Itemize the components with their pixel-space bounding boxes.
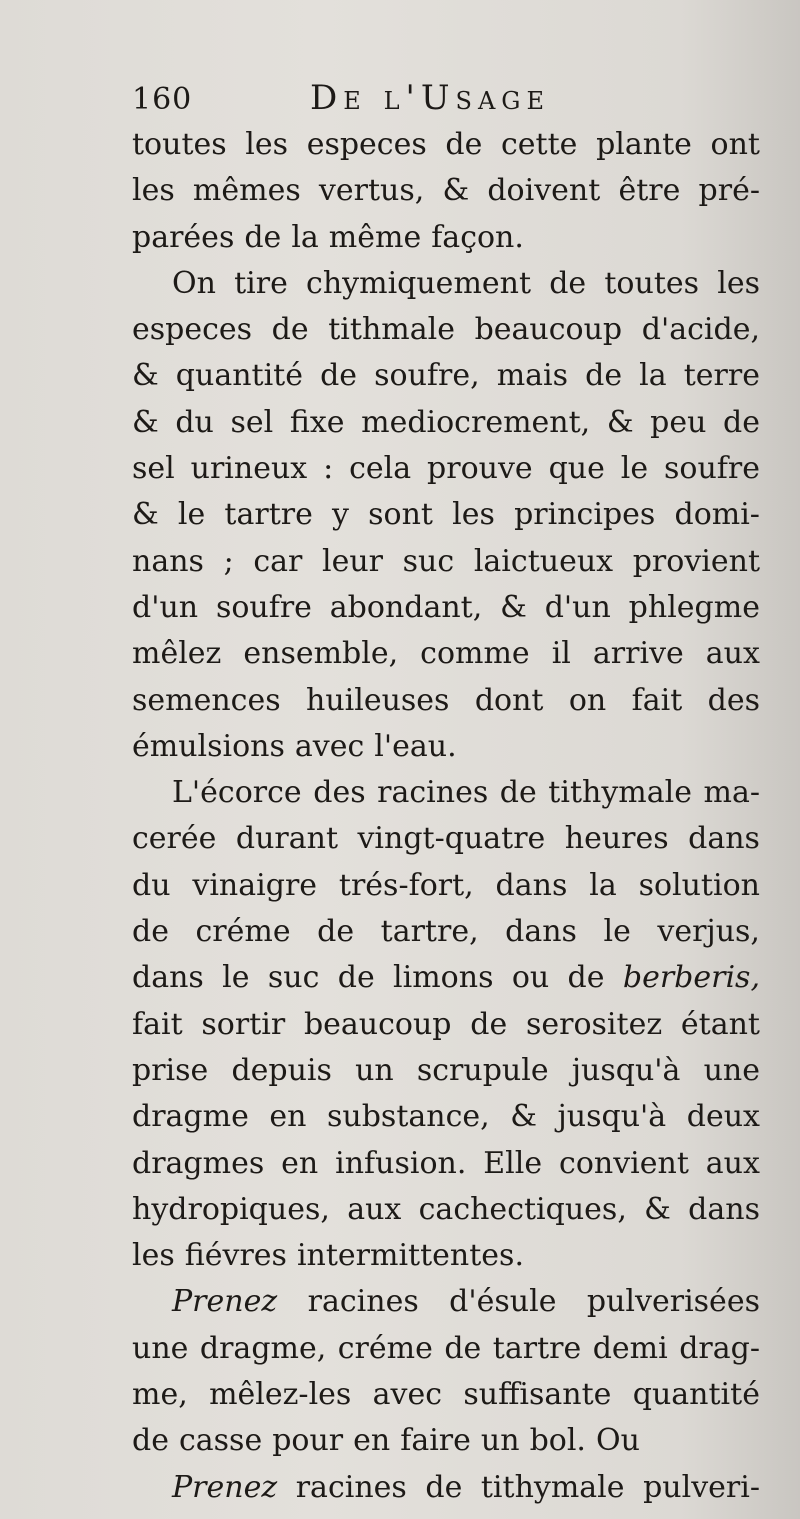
word: me, [132,1377,188,1413]
word: le [603,914,631,950]
word: soufre [664,451,760,487]
word: mêlez [132,636,222,672]
text-line [132,585,760,631]
word: dont [474,682,544,718]
word: tartre [224,497,313,533]
word: pré- [698,173,760,209]
word: huileuses [306,682,450,718]
word: racines [307,1284,419,1320]
word: sel [230,404,274,440]
word: la [291,219,319,255]
word: aux [347,1191,402,1227]
body-text [132,122,760,1511]
word: les [452,497,495,533]
word: de [337,960,375,996]
word: & [606,404,634,440]
word: le [222,960,250,996]
word: fiévres [184,1238,287,1274]
word: les [717,265,760,301]
word: l'eau. [374,728,457,764]
word: en [353,1423,391,1459]
word: de [317,914,355,950]
word: vingt-quatre [357,821,546,857]
word: des [707,682,760,718]
word: & [132,497,159,533]
word: de [585,358,623,394]
word: semences [132,682,281,718]
word: heures [564,821,669,857]
word: un [355,1052,394,1088]
word: Elle [483,1145,543,1181]
text-line [132,1048,760,1094]
text-line [132,1002,760,1048]
word: principes [514,497,656,533]
word: cela [349,451,412,487]
word: dans [505,914,577,950]
word: il [551,636,571,672]
word: émulsions [132,728,285,764]
text-line [132,353,760,399]
word: le [177,497,206,533]
text-line [132,1465,760,1511]
word: en [281,1145,319,1181]
word: & [132,358,159,394]
text-line [132,122,760,168]
word: dragme [132,1099,249,1135]
word: être [618,173,681,209]
word: de [320,358,358,394]
text-line [132,1326,760,1372]
text-line [132,261,760,307]
word: phlegme [628,589,760,625]
word: de [444,1330,482,1366]
word: racines [295,1469,407,1505]
text-line [132,863,760,909]
word: les [245,127,289,162]
text-line [132,492,760,538]
word: : [323,451,334,487]
word: toutes [132,127,227,162]
word: suc [402,543,455,579]
word: cette [501,127,578,162]
text-line [132,816,760,862]
word: dans [688,821,760,857]
word: toutes [604,265,700,301]
text-line [132,631,760,677]
word: quantité [632,1377,760,1413]
word: prouve [427,451,533,487]
word: prise [132,1052,209,1088]
word: fait [132,1006,183,1042]
word: que [548,451,605,487]
word: étant [680,1006,760,1042]
word: en [269,1099,307,1135]
word: leur [322,543,384,579]
text-line [132,1141,760,1187]
word: bol. [529,1423,586,1459]
text-line [132,909,760,955]
word: avec [372,1377,443,1413]
word: tithmale [328,312,455,348]
word: peu [650,404,707,440]
word: vertus, [318,173,425,209]
word: & [644,1191,671,1227]
word: infusion. [335,1145,467,1181]
word: chymiquement [306,265,532,301]
word: pulveri- [643,1469,760,1505]
word: Prenez [172,1284,278,1320]
word: racines [377,775,489,811]
word: intermittentes. [296,1238,524,1274]
word: mêmes [192,173,301,209]
word: de [132,1423,169,1459]
word: urineux [190,451,308,487]
word: fixe [289,404,345,440]
word: des [313,775,366,811]
word: avec [294,728,365,764]
page-number: 160 [132,82,193,117]
word: de [549,265,587,301]
word: même [328,219,422,255]
word: dans [132,960,204,996]
word: substance, [327,1099,490,1135]
word: de [271,312,309,348]
word: scrupule [416,1052,549,1088]
word: suc [267,960,320,996]
word: un [480,1423,520,1459]
word: du [132,867,171,903]
word: tartre, [380,914,479,950]
word: vinaigre [192,867,318,903]
word: ensemble, [243,636,399,672]
word: ont [710,127,760,162]
word: de [244,219,282,255]
text-line [132,955,760,1001]
text-line [132,539,760,585]
word: jusqu'à [557,1099,667,1135]
word: casse [178,1423,263,1459]
word: une [703,1052,760,1088]
word: tithymale [480,1469,625,1505]
word: plante [596,127,692,162]
word: ma- [703,775,760,811]
word: comme [420,636,530,672]
word: laictueux [473,543,614,579]
word: les [132,1238,175,1274]
text-line [132,1233,760,1279]
word: deux [686,1099,760,1135]
word: soufre [215,589,312,625]
word: de [445,127,483,162]
word: convient [559,1145,689,1181]
word: d'un [544,589,611,625]
word: Ou [595,1423,640,1459]
word: dans [495,867,568,903]
text-line [132,307,760,353]
word: domi- [674,497,760,533]
word: d'ésule [449,1284,557,1320]
word: durant [235,821,339,857]
word: soufre, [374,358,480,394]
word: trés-fort, [338,867,474,903]
word: beaucoup [303,1006,452,1042]
word: d'un [132,589,199,625]
word: dragme, [199,1330,327,1366]
word: de [470,1006,508,1042]
word: jusqu'à [571,1052,681,1088]
word: On [172,265,216,301]
word: & [132,404,159,440]
word: sortir [201,1006,286,1042]
word: le [620,451,649,487]
word: parées [132,219,235,255]
word: car [253,543,303,579]
word: une [132,1330,189,1366]
text-line [132,215,760,261]
word: especes [132,312,253,348]
word: pour [272,1423,344,1459]
word: de [132,914,169,950]
word: pulverisées [586,1284,760,1320]
word: sont [368,497,433,533]
word: & [500,589,527,625]
word: de [567,960,605,996]
word: faire [400,1423,471,1459]
text-line [132,1372,760,1418]
running-head: De l'Usage [310,78,550,118]
word: verjus, [657,914,760,950]
word: mediocrement, [361,404,591,440]
word: de [723,404,760,440]
word: de [499,775,537,811]
word: Prenez [172,1469,278,1505]
word: les [132,173,175,209]
word: demi [592,1330,668,1366]
word: doivent [487,173,601,209]
word: fait [631,682,683,718]
word: créme [195,914,291,950]
word: depuis [231,1052,332,1088]
word: y [332,497,349,533]
word: quantité [175,358,303,394]
word: tire [234,265,288,301]
word: ou [511,960,550,996]
word: créme [337,1330,433,1366]
word: tithymale [548,775,692,811]
word: solution [638,867,760,903]
word: arrive [592,636,684,672]
word: L'écorce [172,775,302,811]
word: aux [705,1145,760,1181]
word: façon. [431,219,524,255]
word: beaucoup [474,312,623,348]
word: terre [683,358,760,394]
word: abondant, [329,589,483,625]
text-line [132,446,760,492]
word: & [442,173,470,209]
word: dragmes [132,1145,265,1181]
word: d'acide, [641,312,760,348]
word: nans [132,543,204,579]
word: suffisante [463,1377,612,1413]
word: on [568,682,607,718]
word: berberis, [622,960,760,996]
word: tartre [492,1330,582,1366]
word: la [589,867,617,903]
word: mais [496,358,569,394]
text-line [132,1279,760,1325]
word: serositez [525,1006,663,1042]
word: cachectiques, [418,1191,627,1227]
text-line [132,1187,760,1233]
text-line [132,1094,760,1140]
word: la [639,358,667,394]
word: & [510,1099,537,1135]
word: hydropiques, [132,1191,330,1227]
text-line [132,770,760,816]
word: drag- [679,1330,760,1366]
word: ; [223,543,234,579]
word: mêlez-les [209,1377,352,1413]
word: provient [632,543,760,579]
word: de [425,1469,463,1505]
word: du [175,404,214,440]
page-header [132,78,772,122]
word: cerée [132,821,217,857]
text-line [132,400,760,446]
word: limons [393,960,494,996]
text-line [132,724,760,770]
text-line [132,1418,760,1464]
text-line [132,678,760,724]
word: dans [688,1191,760,1227]
word: aux [705,636,760,672]
word: especes [306,127,427,162]
word: sel [132,451,175,487]
text-line [132,168,760,214]
